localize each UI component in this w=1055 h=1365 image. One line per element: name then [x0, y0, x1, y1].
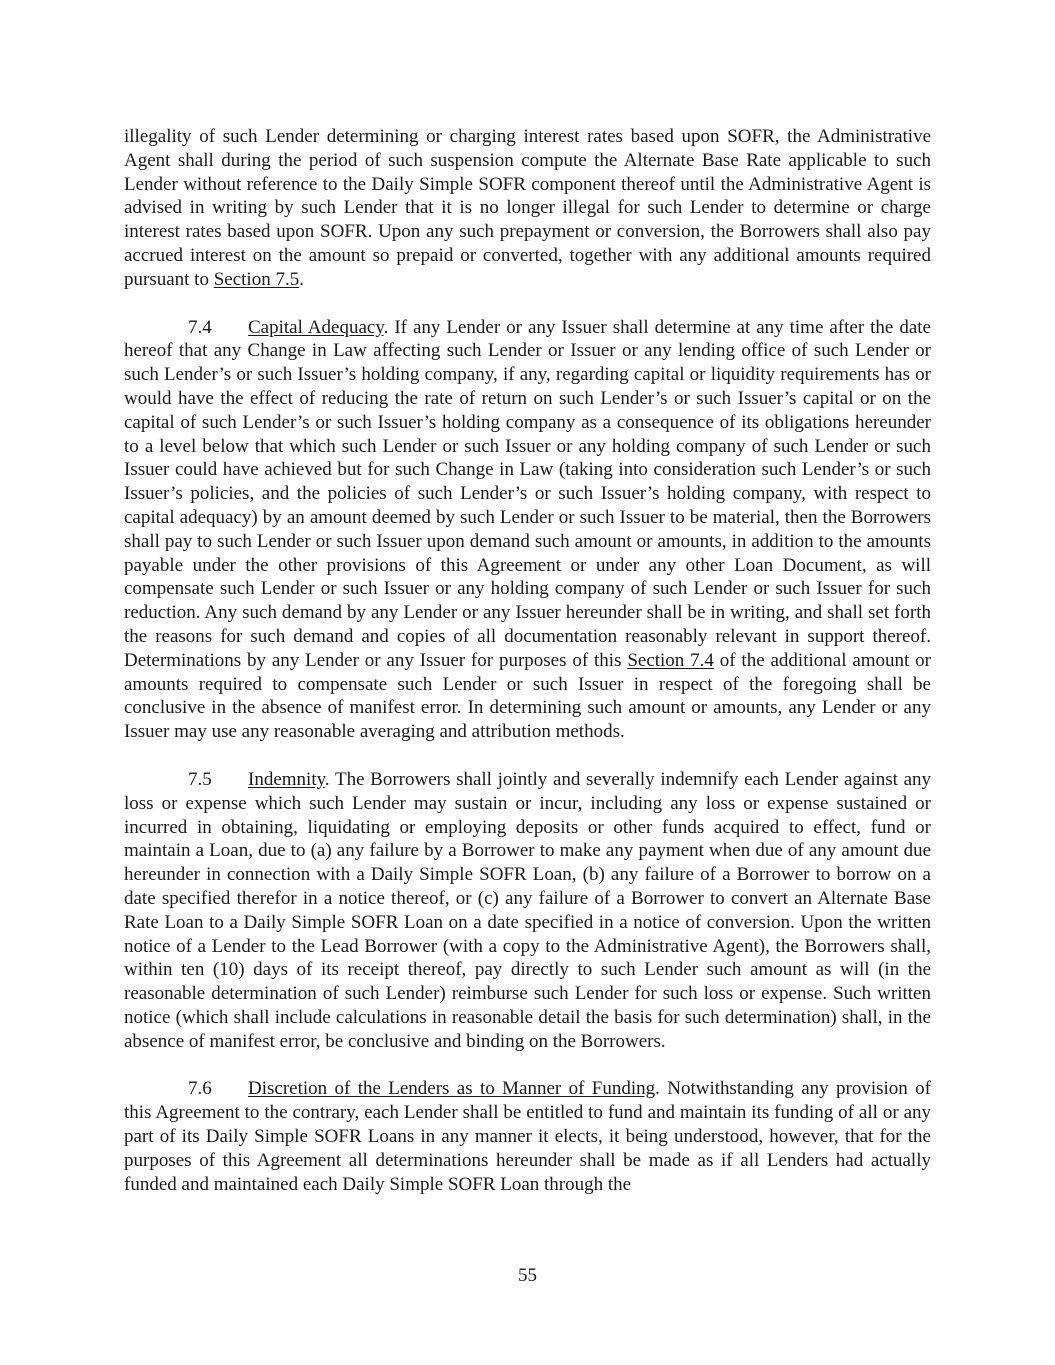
section-body: . If any Lender or any Issuer shall determine at any time after the date hereof that any Change in Law affecting such Lender or Issuer or any lending office of such Lender or such Lender’s or such Issuer’s holding company, if any, regarding capital or liquidity requirements has or would have the effect of reducing the rate of return on such Lender’s or such Issuer’s capital or on the capital of such Lender’s or such Issuer’s holding company as a consequence of its obligations hereunder to a level below that which such Lender or such Issuer or any holding company of such Lender or such Issuer could have achieved but for such Change in Law (taking into consideration such Lender’s or such Issuer’s policies, and the policies of such Lender’s or such Issuer’s holding company, with respect to capital adequacy) by an amount deemed by such Lender or such Issuer to be material, then the Borrowers shall pay to such Lender or such Issuer upon demand such amount or amounts, in addition to the amounts payable under the other provisions of this Agreement or under any other Loan Document, as will compensate such Lender or such Issuer or any holding company of such Lender or such Issuer for such reduction. Any such demand by any Lender or any Issuer hereunder shall be in writing, and shall set forth the reasons for such demand and copies of all documentation reasonably relevant in support thereof. Determinations by any Lender or any Issuer for purposes of this	[124, 316, 931, 671]
section-7-4-reference: Section 7.4	[627, 649, 714, 671]
page-number: 55	[518, 1265, 537, 1286]
section-7-5	[124, 768, 931, 1054]
section-heading: Capital Adequacy	[248, 316, 384, 338]
section-number: 7.4	[188, 316, 212, 338]
section-body: . Notwithstanding any provision of this Agreement to the contrary, each Lender shall be entitled to fund and maintain its funding of all or any part of its Daily Simple SOFR Loans in any manner it elects, it being understood, however, that for the purposes of this Agreement all determinations hereunder shall be made as if all Lenders had actually funded and maintained each Daily Simple SOFR Loan through the	[124, 1078, 931, 1195]
document-page	[124, 125, 931, 1220]
continuation-end: .	[299, 268, 304, 290]
section-7-4	[124, 316, 931, 744]
section-7-6	[124, 1077, 931, 1196]
section-heading: Indemnity	[248, 768, 325, 790]
continuation-text: illegality of such Lender determining or charging interest rates based upon SOFR, the Administrative Agent shall during the period of such suspension compute the Alternate Base Rate applicable to such Lender without reference to the Daily Simple SOFR component thereof until the Administrative Agent is advised in writing by such Lender that it is no longer illegal for such Lender to determine or charge interest rates based upon SOFR. Upon any such prepayment or conversion, the Borrowers shall also pay accrued interest on the amount so prepaid or converted, together with any additional amounts required pursuant to	[124, 126, 931, 290]
section-number: 7.5	[188, 768, 212, 790]
section-body: . The Borrowers shall jointly and severally indemnify each Lender against any loss or expense which such Lender may sustain or incur, including any loss or expense sustained or incurred in obtaining, liquidating or employing deposits or other funds acquired to effect, fund or maintain a Loan, due to (a) any failure by a Borrower to make any payment when due of any amount due hereunder in connection with a Daily Simple SOFR Loan, (b) any failure of a Borrower to borrow on a date specified therefor in a notice thereof, or (c) any failure of a Borrower to convert an Alternate Base Rate Loan to a Daily Simple SOFR Loan on a date specified in a notice of conversion. Upon the written notice of a Lender to the Lead Borrower (with a copy to the Administrative Agent), the Borrowers shall, within ten (10) days of its receipt thereof, pay directly to such Lender such amount as will (in the reasonable determination of such Lender) reimburse such Lender for such loss or expense. Such written notice (which shall include calculations in reasonable detail the basis for such determination) shall, in the absence of manifest error, be conclusive and binding on the Borrowers.	[124, 768, 931, 1052]
section-body-end: of the additional amount or amounts required to compensate such Lender or such Issuer in respect of the foregoing shall be conclusive in the absence of manifest error. In determining such amount or amounts, any Lender or any Issuer may use any reasonable averaging and attribution methods.	[124, 649, 931, 743]
section-heading: Discretion of the Lenders as to Manner of Funding	[248, 1078, 656, 1100]
section-number: 7.6	[188, 1078, 212, 1100]
continuation-paragraph	[124, 125, 931, 292]
section-7-5-reference: Section 7.5	[213, 268, 300, 290]
